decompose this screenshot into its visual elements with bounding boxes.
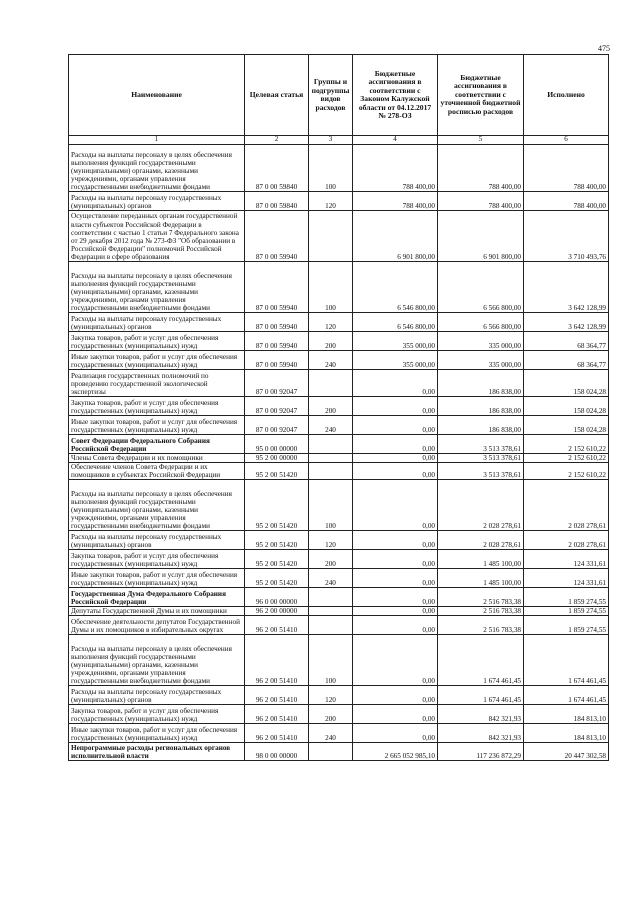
row-expense-group: 200: [309, 705, 353, 724]
row-law-amount: 0,00: [353, 569, 438, 588]
row-revised-amount: 3 513 378,61: [438, 434, 524, 453]
row-law-amount: 0,00: [353, 616, 438, 635]
row-law-amount: 0,00: [353, 531, 438, 550]
column-index: 4: [353, 136, 438, 145]
row-executed-amount: 124 331,61: [524, 550, 609, 569]
header-revised-budget: Бюджетные ассигнования в соответствии с уточненной бюджетной росписью расходов: [438, 55, 524, 136]
row-target-code: 95 2 00 51420: [245, 531, 309, 550]
row-expense-group: [309, 369, 353, 396]
row-name: Закупка товаров, работ и услуг для обеспечения государственных (муниципальных) нужд: [69, 331, 245, 350]
row-expense-group: 100: [309, 480, 353, 531]
row-executed-amount: 2 028 278,61: [524, 480, 609, 531]
column-index: 3: [309, 136, 353, 145]
row-executed-amount: 158 024,28: [524, 396, 609, 415]
row-executed-amount: 158 024,28: [524, 369, 609, 396]
row-name: Расходы на выплаты персоналу в целях обеспечения выполнения функций государственными (муниципальными) органами, казенными учреждениями, органами управления государственными внебюджетными фондами: [69, 261, 245, 312]
row-name: Депутаты Государственной Думы и их помощники: [69, 607, 245, 616]
row-executed-amount: 20 447 302,58: [524, 743, 609, 761]
row-name: Обеспечение членов Совета Федерации и их помощников в субъектах Российской Федерации: [69, 462, 245, 479]
row-law-amount: 788 400,00: [353, 191, 438, 210]
row-expense-group: [309, 607, 353, 616]
row-name: Государственная Дума Федерального Собрания Российской Федерации: [69, 588, 245, 607]
row-revised-amount: 2 516 783,38: [438, 607, 524, 616]
row-law-amount: 0,00: [353, 462, 438, 479]
header-name: Наименование: [69, 55, 245, 136]
row-law-amount: 2 665 052 985,10: [353, 743, 438, 761]
row-executed-amount: 68 364,77: [524, 331, 609, 350]
table-row: [69, 144, 609, 191]
row-expense-group: 100: [309, 635, 353, 686]
row-law-amount: 0,00: [353, 434, 438, 453]
row-name: Закупка товаров, работ и услуг для обеспечения государственных (муниципальных) нужд: [69, 396, 245, 415]
table-row: [69, 434, 609, 453]
row-expense-group: [309, 616, 353, 635]
row-executed-amount: 1 859 274,55: [524, 588, 609, 607]
table-row: [69, 369, 609, 396]
table-row: [69, 531, 609, 550]
row-name: Расходы на выплаты персоналу в целях обеспечения выполнения функций государственными (муниципальными) органами, казенными учреждениями, органами управления государственными внебюджетными фондами: [69, 144, 245, 191]
row-law-amount: 0,00: [353, 453, 438, 462]
table-row: [69, 261, 609, 312]
row-target-code: 87 0 00 59940: [245, 331, 309, 350]
row-name: Закупка товаров, работ и услуг для обеспечения государственных (муниципальных) нужд: [69, 550, 245, 569]
table-row: [69, 743, 609, 761]
row-expense-group: [309, 462, 353, 479]
row-executed-amount: 2 152 610,22: [524, 462, 609, 479]
row-target-code: 95 2 00 00000: [245, 453, 309, 462]
table-row: [69, 480, 609, 531]
row-target-code: 98 0 00 00000: [245, 743, 309, 761]
table-row: [69, 415, 609, 434]
column-index: 6: [524, 136, 609, 145]
row-revised-amount: 3 513 378,61: [438, 462, 524, 479]
row-name: Непрограммные расходы региональных органов исполнительной власти: [69, 743, 245, 761]
row-law-amount: 0,00: [353, 686, 438, 705]
row-expense-group: 100: [309, 261, 353, 312]
row-executed-amount: 2 152 610,22: [524, 434, 609, 453]
row-law-amount: 355 000,00: [353, 350, 438, 369]
row-target-code: 96 2 00 51410: [245, 705, 309, 724]
row-expense-group: 240: [309, 569, 353, 588]
row-law-amount: 0,00: [353, 369, 438, 396]
table-row: [69, 331, 609, 350]
row-target-code: 95 2 00 51420: [245, 569, 309, 588]
row-law-amount: 0,00: [353, 635, 438, 686]
row-target-code: 95 0 00 00000: [245, 434, 309, 453]
row-target-code: 87 0 00 59940: [245, 350, 309, 369]
row-revised-amount: 788 400,00: [438, 191, 524, 210]
row-name: Расходы на выплаты персоналу в целях обеспечения выполнения функций государственными (муниципальными) органами, казенными учреждениями, органами управления государственными внебюджетными фондами: [69, 635, 245, 686]
table-row: [69, 588, 609, 607]
row-expense-group: 200: [309, 396, 353, 415]
row-name: Осуществление переданных органам государственной власти субъектов Российской Федерации в соответствии с частью 1 статьи 7 Федерального закона от 29 декабря 2012 года № 273-ФЗ "Об образовании в Российской Федерации" полномочий Российской Федерации в сфере образования: [69, 210, 245, 261]
row-law-amount: 0,00: [353, 588, 438, 607]
row-expense-group: 240: [309, 724, 353, 743]
row-executed-amount: 1 674 461,45: [524, 686, 609, 705]
row-executed-amount: 1 859 274,55: [524, 616, 609, 635]
row-name: Расходы на выплаты персоналу государственных (муниципальных) органов: [69, 312, 245, 331]
row-expense-group: [309, 434, 353, 453]
row-executed-amount: 3 642 128,99: [524, 312, 609, 331]
row-target-code: 96 0 00 00000: [245, 588, 309, 607]
row-target-code: 87 0 00 92047: [245, 369, 309, 396]
table-row: [69, 686, 609, 705]
budget-table: [68, 54, 609, 761]
row-name: Иные закупки товаров, работ и услуг для обеспечения государственных (муниципальных) нужд: [69, 724, 245, 743]
table-row: [69, 724, 609, 743]
row-executed-amount: 2 028 278,61: [524, 531, 609, 550]
row-name: Закупка товаров, работ и услуг для обеспечения государственных (муниципальных) нужд: [69, 705, 245, 724]
table-row: [69, 705, 609, 724]
row-executed-amount: 788 400,00: [524, 191, 609, 210]
row-target-code: 87 0 00 92047: [245, 415, 309, 434]
header-executed: Исполнено: [524, 55, 609, 136]
row-executed-amount: 184 813,10: [524, 724, 609, 743]
row-expense-group: [309, 453, 353, 462]
table-row: [69, 191, 609, 210]
table-row: [69, 462, 609, 479]
header-group: Группы и подгруппы видов расходов: [309, 55, 353, 136]
row-revised-amount: 2 028 278,61: [438, 531, 524, 550]
row-expense-group: [309, 588, 353, 607]
row-law-amount: 0,00: [353, 607, 438, 616]
row-target-code: 87 0 00 59940: [245, 312, 309, 331]
row-expense-group: 120: [309, 531, 353, 550]
row-executed-amount: 788 400,00: [524, 144, 609, 191]
table-row: [69, 312, 609, 331]
table-row: [69, 210, 609, 261]
row-name: Реализация государственных полномочий по проведению государственной экологической экспертизы: [69, 369, 245, 396]
row-name: Члены Совета Федерации и их помощники: [69, 453, 245, 462]
row-law-amount: 0,00: [353, 415, 438, 434]
table-row: [69, 635, 609, 686]
table-row: [69, 453, 609, 462]
row-expense-group: 120: [309, 191, 353, 210]
row-revised-amount: 1 674 461,45: [438, 635, 524, 686]
row-revised-amount: 186 838,00: [438, 369, 524, 396]
row-revised-amount: 2 516 783,38: [438, 616, 524, 635]
table-row: [69, 607, 609, 616]
row-name: Иные закупки товаров, работ и услуг для обеспечения государственных (муниципальных) нужд: [69, 415, 245, 434]
page-number: 475: [598, 44, 610, 53]
row-target-code: 96 2 00 00000: [245, 607, 309, 616]
row-target-code: 96 2 00 51410: [245, 686, 309, 705]
row-revised-amount: 1 674 461,45: [438, 686, 524, 705]
table-row: [69, 616, 609, 635]
row-executed-amount: 3 642 128,99: [524, 261, 609, 312]
table-row: [69, 569, 609, 588]
row-executed-amount: 2 152 610,22: [524, 453, 609, 462]
row-target-code: 87 0 00 59840: [245, 144, 309, 191]
row-target-code: 87 0 00 59940: [245, 210, 309, 261]
row-executed-amount: 184 813,10: [524, 705, 609, 724]
row-revised-amount: 842 321,93: [438, 705, 524, 724]
row-name: Иные закупки товаров, работ и услуг для обеспечения государственных (муниципальных) нужд: [69, 350, 245, 369]
row-revised-amount: 335 000,00: [438, 331, 524, 350]
column-index: 1: [69, 136, 245, 145]
row-law-amount: 6 901 800,00: [353, 210, 438, 261]
row-name: Иные закупки товаров, работ и услуг для обеспечения государственных (муниципальных) нужд: [69, 569, 245, 588]
row-expense-group: 240: [309, 350, 353, 369]
row-law-amount: 6 546 800,00: [353, 261, 438, 312]
row-name: Расходы на выплаты персоналу государственных (муниципальных) органов: [69, 531, 245, 550]
header-law-budget: Бюджетные ассигнования в соответствии с Законом Калужской области от 04.12.2017 № 278-ОЗ: [353, 55, 438, 136]
table-row: [69, 550, 609, 569]
row-target-code: 95 2 00 51420: [245, 480, 309, 531]
row-revised-amount: 6 901 800,00: [438, 210, 524, 261]
row-law-amount: 6 546 800,00: [353, 312, 438, 331]
row-expense-group: [309, 743, 353, 761]
row-target-code: 96 2 00 51410: [245, 616, 309, 635]
row-expense-group: 100: [309, 144, 353, 191]
row-target-code: 96 2 00 51410: [245, 724, 309, 743]
row-target-code: 96 2 00 51410: [245, 635, 309, 686]
row-law-amount: 355 000,00: [353, 331, 438, 350]
row-target-code: 87 0 00 92047: [245, 396, 309, 415]
row-executed-amount: 68 364,77: [524, 350, 609, 369]
row-law-amount: 0,00: [353, 396, 438, 415]
row-revised-amount: 1 485 100,00: [438, 550, 524, 569]
row-executed-amount: 3 710 493,76: [524, 210, 609, 261]
table-row: [69, 350, 609, 369]
column-index-row: [69, 136, 609, 145]
row-executed-amount: 124 331,61: [524, 569, 609, 588]
row-expense-group: 120: [309, 312, 353, 331]
row-revised-amount: 186 838,00: [438, 415, 524, 434]
column-index: 2: [245, 136, 309, 145]
row-law-amount: 0,00: [353, 480, 438, 531]
row-revised-amount: 788 400,00: [438, 144, 524, 191]
row-target-code: 87 0 00 59940: [245, 261, 309, 312]
row-revised-amount: 1 485 100,00: [438, 569, 524, 588]
row-revised-amount: 6 566 800,00: [438, 261, 524, 312]
row-name: Расходы на выплаты персоналу государственных (муниципальных) органов: [69, 686, 245, 705]
row-name: Расходы на выплаты персоналу в целях обеспечения выполнения функций государственными (муниципальными) органами, казенными учреждениями, органами управления государственными внебюджетными фондами: [69, 480, 245, 531]
row-law-amount: 0,00: [353, 550, 438, 569]
row-revised-amount: 842 321,93: [438, 724, 524, 743]
row-executed-amount: 1 674 461,45: [524, 635, 609, 686]
row-revised-amount: 6 566 800,00: [438, 312, 524, 331]
row-expense-group: 200: [309, 550, 353, 569]
column-index: 5: [438, 136, 524, 145]
row-revised-amount: 2 516 783,38: [438, 588, 524, 607]
row-revised-amount: 3 513 378,61: [438, 453, 524, 462]
row-revised-amount: 117 236 872,29: [438, 743, 524, 761]
row-law-amount: 0,00: [353, 705, 438, 724]
row-law-amount: 0,00: [353, 724, 438, 743]
row-expense-group: 240: [309, 415, 353, 434]
row-revised-amount: 2 028 278,61: [438, 480, 524, 531]
row-target-code: 87 0 00 59840: [245, 191, 309, 210]
row-law-amount: 788 400,00: [353, 144, 438, 191]
row-revised-amount: 335 000,00: [438, 350, 524, 369]
row-executed-amount: 158 024,28: [524, 415, 609, 434]
row-name: Обеспечение деятельности депутатов Государственной Думы и их помощников в избирательных округах: [69, 616, 245, 635]
row-expense-group: 200: [309, 331, 353, 350]
row-name: Расходы на выплаты персоналу государственных (муниципальных) органов: [69, 191, 245, 210]
header-code: Целевая статья: [245, 55, 309, 136]
table-body: [69, 144, 609, 760]
row-expense-group: 120: [309, 686, 353, 705]
row-expense-group: [309, 210, 353, 261]
row-target-code: 95 2 00 51420: [245, 550, 309, 569]
row-target-code: 95 2 00 51420: [245, 462, 309, 479]
row-executed-amount: 1 859 274,55: [524, 607, 609, 616]
row-name: Совет Федерации Федерального Собрания Российской Федерации: [69, 434, 245, 453]
header-row: [69, 55, 609, 136]
table-row: [69, 396, 609, 415]
row-revised-amount: 186 838,00: [438, 396, 524, 415]
